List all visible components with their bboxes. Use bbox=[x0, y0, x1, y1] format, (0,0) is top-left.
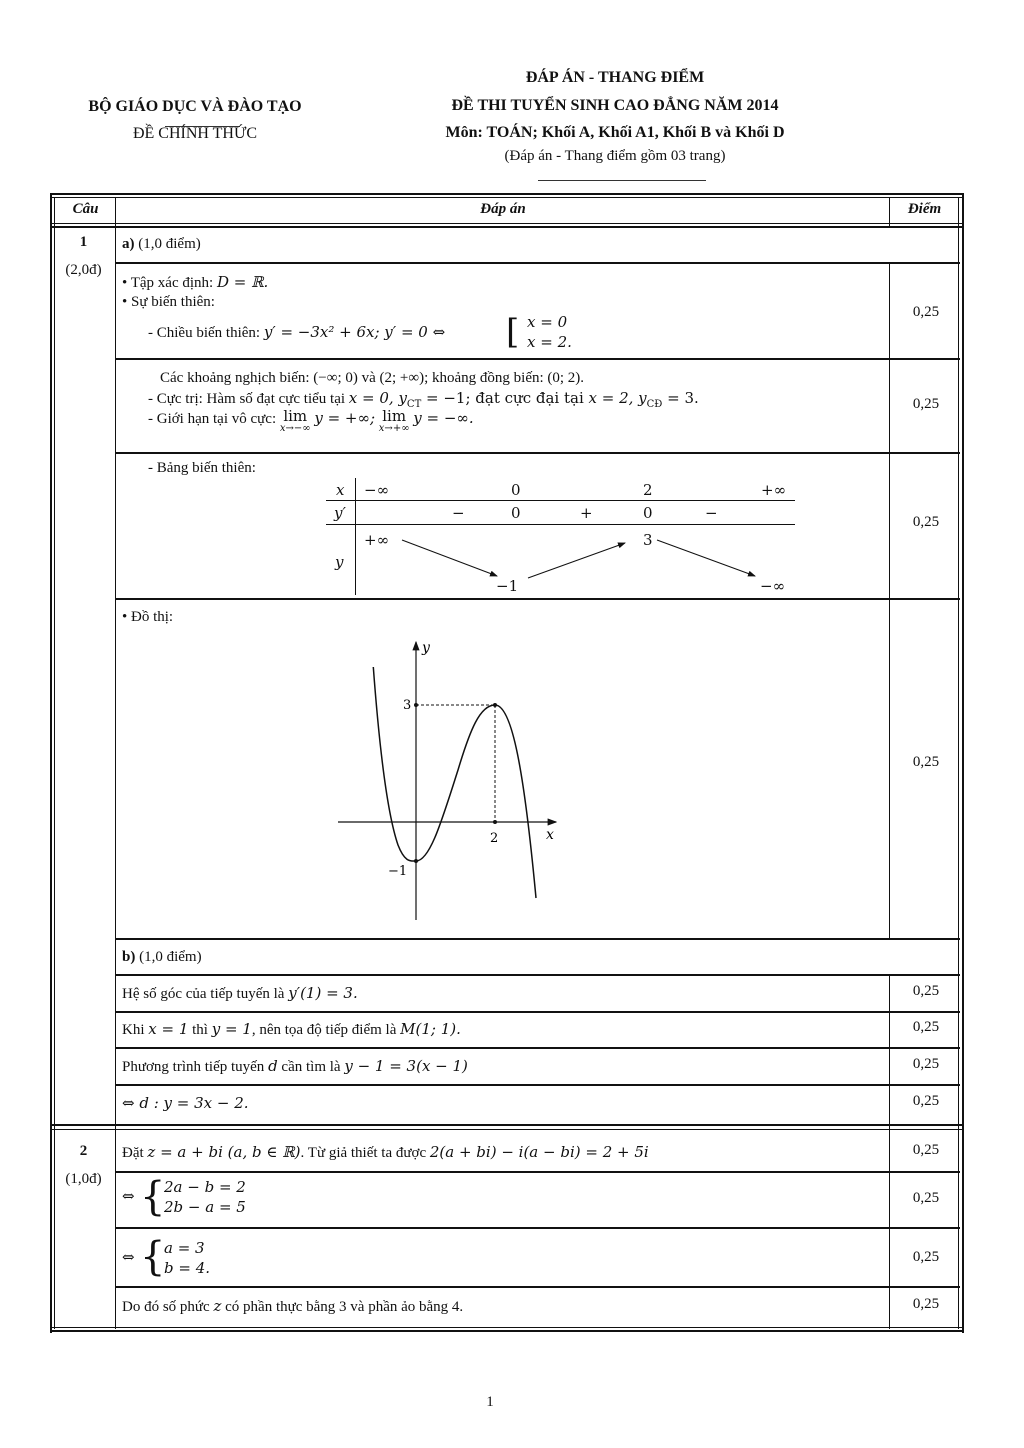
section-divider-1 bbox=[50, 1124, 964, 1126]
vt-yprime-label: y′ bbox=[334, 504, 346, 522]
ct-subscript: CT bbox=[406, 399, 422, 410]
part-b-label: b) bbox=[122, 949, 136, 965]
equiv-symbol: ⇔ bbox=[122, 1187, 135, 1205]
tangent-equation-line bbox=[122, 1056, 468, 1077]
tick-y-3: 3 bbox=[403, 698, 412, 713]
header-border-1 bbox=[50, 223, 964, 224]
tangent-slope-line bbox=[122, 983, 358, 1004]
solution-b: b = 4. bbox=[164, 1259, 211, 1277]
vt-y-value: −∞ bbox=[760, 577, 786, 595]
page-count-note: (Đáp án - Thang điểm gồm 03 trang) bbox=[504, 148, 726, 164]
extrema-label: - Cực trị: Hàm số đạt cực tiểu tại bbox=[148, 391, 349, 407]
subject-line: Môn: TOÁN; Khối A, Khối A1, Khối B và Khối D bbox=[445, 124, 785, 141]
row-sep bbox=[115, 1227, 960, 1229]
vt-x-value: 0 bbox=[511, 481, 521, 499]
row-sep bbox=[115, 262, 960, 264]
diem-divider-header bbox=[889, 197, 890, 226]
vt-yprime-sign: − bbox=[705, 504, 718, 522]
text: . Từ giả thiết ta được bbox=[300, 1145, 430, 1161]
limits-label: - Giới hạn tại vô cực: bbox=[148, 411, 280, 427]
part-a-heading bbox=[122, 234, 201, 254]
limit-neg-sub: x→−∞ bbox=[279, 423, 311, 434]
score: 0,25 bbox=[912, 514, 940, 530]
text: Đặt bbox=[122, 1145, 148, 1161]
score: 0,25 bbox=[912, 754, 940, 770]
vt-x-label: x bbox=[336, 481, 345, 499]
vt-y-value: +∞ bbox=[364, 531, 390, 549]
score: 0,25 bbox=[912, 1056, 940, 1072]
question-1-number: 1 bbox=[79, 234, 88, 250]
tick-y-minus-1: −1 bbox=[388, 864, 408, 879]
header-border-2 bbox=[50, 226, 964, 228]
row-sep bbox=[115, 1047, 960, 1049]
official-label: ĐỀ CHÍNH THỨC bbox=[132, 125, 258, 142]
vt-yprime-sign: + bbox=[580, 504, 593, 522]
question-2-points: (1,0đ) bbox=[65, 1171, 102, 1187]
section-divider-2 bbox=[50, 1129, 964, 1130]
function-graph bbox=[330, 630, 570, 920]
limit-pos-inf: lim x→+∞ bbox=[378, 407, 410, 434]
domain-label: • Tập xác định: bbox=[122, 275, 217, 291]
extrema-max: x = 2, y bbox=[588, 389, 647, 407]
limit-pos-expr: y = −∞. bbox=[413, 409, 474, 427]
part-a-points: (1,0 điểm) bbox=[138, 236, 201, 252]
system-brace: { bbox=[140, 1234, 166, 1280]
vt-y-value: −1 bbox=[496, 577, 519, 595]
score: 0,25 bbox=[912, 1019, 940, 1035]
limit-neg-inf: lim x→−∞ bbox=[279, 407, 311, 434]
row-sep bbox=[115, 358, 960, 360]
vt-yprime-sign: − bbox=[452, 504, 465, 522]
page-number: 1 bbox=[486, 1394, 494, 1410]
vt-x-value: +∞ bbox=[761, 481, 787, 499]
vt-x-value: 2 bbox=[643, 481, 653, 499]
cd-subscript: CĐ bbox=[646, 399, 663, 410]
column-header-dap-an: Đáp án bbox=[480, 201, 526, 217]
table-bottom-border-inner bbox=[50, 1327, 964, 1328]
text: có phần thực bằng 3 và phần ảo bằng 4. bbox=[221, 1299, 464, 1315]
monotonic-intervals: Các khoảng nghịch biến: (−∞; 0) và (2; +∞); khoảng đồng biến: (0; 2). bbox=[160, 370, 585, 386]
extrema-min-value: = −1; đạt cực đại tại bbox=[421, 389, 589, 407]
math: z bbox=[213, 1297, 222, 1315]
derivative-math: y′ = −3x² + 6x; y′ = 0 ⇔ bbox=[263, 323, 446, 341]
table-top-border bbox=[50, 193, 964, 195]
complex-setup-line bbox=[122, 1142, 649, 1163]
right-border-outer bbox=[962, 193, 964, 1333]
score: 0,25 bbox=[912, 983, 940, 999]
case-bracket: [ bbox=[506, 312, 520, 352]
vt-y-label: y bbox=[335, 553, 344, 571]
text: Khi bbox=[122, 1022, 149, 1038]
system-brace: { bbox=[140, 1174, 166, 1220]
row-sep bbox=[115, 974, 960, 976]
ministry-name: BỘ GIÁO DỤC VÀ ĐÀO TẠO bbox=[88, 98, 302, 115]
score: 0,25 bbox=[912, 1190, 940, 1206]
extrema-max-value: = 3. bbox=[662, 389, 699, 407]
diem-divider-part-a bbox=[889, 263, 890, 940]
math: z = a + bi (a, b ∈ ℝ) bbox=[147, 1143, 301, 1161]
score: 0,25 bbox=[912, 304, 940, 320]
math: y − 1 = 3(x − 1) bbox=[344, 1057, 468, 1075]
doc-title: ĐÁP ÁN - THANG ĐIỂM bbox=[525, 69, 705, 86]
cau-column-divider bbox=[115, 197, 116, 1329]
solution-a: a = 3 bbox=[164, 1239, 205, 1257]
derivative-label: - Chiều biến thiên: bbox=[148, 325, 264, 341]
math: 2(a + bi) − i(a − bi) = 2 + 5i bbox=[429, 1143, 649, 1161]
limit-pos-sub: x→+∞ bbox=[378, 423, 410, 434]
graph-label: • Đồ thị: bbox=[122, 609, 174, 625]
score: 0,25 bbox=[912, 1249, 940, 1265]
diem-divider-part-b-q2 bbox=[889, 975, 890, 1329]
exam-title: ĐỀ THI TUYỂN SINH CAO ĐẲNG NĂM 2014 bbox=[451, 97, 779, 114]
column-header-cau: Câu bbox=[72, 201, 99, 217]
vt-yprime-zero: 0 bbox=[643, 504, 653, 522]
row-sep bbox=[115, 1084, 960, 1086]
part-a-label: a) bbox=[122, 236, 135, 252]
score: 0,25 bbox=[912, 1093, 940, 1109]
text: thì bbox=[188, 1022, 212, 1038]
tangent-result-line: ⇔ d : y = 3x − 2. bbox=[122, 1094, 249, 1112]
vt-yprime-zero: 0 bbox=[511, 504, 521, 522]
part-b-heading bbox=[122, 947, 202, 967]
column-header-diem: Điểm bbox=[907, 201, 942, 217]
row-sep bbox=[115, 938, 960, 940]
domain-math: D = ℝ. bbox=[216, 273, 269, 291]
row-sep bbox=[115, 1286, 960, 1288]
limits-line bbox=[148, 408, 474, 434]
system-eq-1: 2a − b = 2 bbox=[164, 1178, 246, 1196]
text: Phương trình tiếp tuyến bbox=[122, 1059, 269, 1075]
math: d bbox=[268, 1057, 278, 1075]
header-rule bbox=[538, 180, 706, 181]
math: y = 1 bbox=[211, 1020, 252, 1038]
derivative-line bbox=[148, 322, 445, 343]
row-sep bbox=[115, 598, 960, 600]
equiv-symbol: ⇔ bbox=[122, 1248, 135, 1266]
variation-arrows bbox=[300, 454, 820, 598]
left-border-outer bbox=[50, 193, 52, 1333]
row-sep bbox=[115, 1171, 960, 1173]
math: M(1; 1). bbox=[400, 1020, 461, 1038]
row-sep bbox=[115, 1011, 960, 1013]
tangent-slope-label: Hệ số góc của tiếp tuyến là bbox=[122, 986, 289, 1002]
math: x = 1 bbox=[148, 1020, 189, 1038]
vt-y-value: 3 bbox=[643, 531, 653, 549]
graph-svg bbox=[330, 630, 570, 920]
variation-heading: • Sự biến thiên: bbox=[122, 294, 215, 310]
text: cần tìm là bbox=[277, 1059, 345, 1075]
x-axis-label: x bbox=[546, 827, 554, 843]
limit-neg-expr: y = +∞; bbox=[314, 409, 376, 427]
y-axis-label: y bbox=[422, 640, 430, 656]
domain-line bbox=[122, 272, 268, 293]
table-top-border-inner bbox=[50, 197, 964, 198]
case-x2: x = 2. bbox=[527, 333, 572, 351]
tick-x-2: 2 bbox=[490, 831, 499, 846]
question-2-number: 2 bbox=[79, 1143, 88, 1159]
tangent-point-line bbox=[122, 1019, 461, 1040]
variation-table-label: - Bảng biến thiên: bbox=[148, 460, 256, 476]
question-1-points: (2,0đ) bbox=[65, 262, 102, 278]
system-eq-2: 2b − a = 5 bbox=[164, 1198, 246, 1216]
table-bottom-border bbox=[50, 1330, 964, 1332]
score: 0,25 bbox=[912, 396, 940, 412]
part-b-points: (1,0 điểm) bbox=[139, 949, 202, 965]
vt-x-value: −∞ bbox=[364, 481, 390, 499]
score: 0,25 bbox=[912, 1142, 940, 1158]
tangent-slope-math: y′(1) = 3. bbox=[288, 984, 358, 1002]
text: , nên tọa độ tiếp điểm là bbox=[251, 1022, 401, 1038]
complex-conclusion-line bbox=[122, 1296, 463, 1317]
text: Do đó số phức bbox=[122, 1299, 214, 1315]
extrema-min: x = 0, y bbox=[348, 389, 407, 407]
score: 0,25 bbox=[912, 1296, 940, 1312]
case-x0: x = 0 bbox=[527, 313, 568, 331]
